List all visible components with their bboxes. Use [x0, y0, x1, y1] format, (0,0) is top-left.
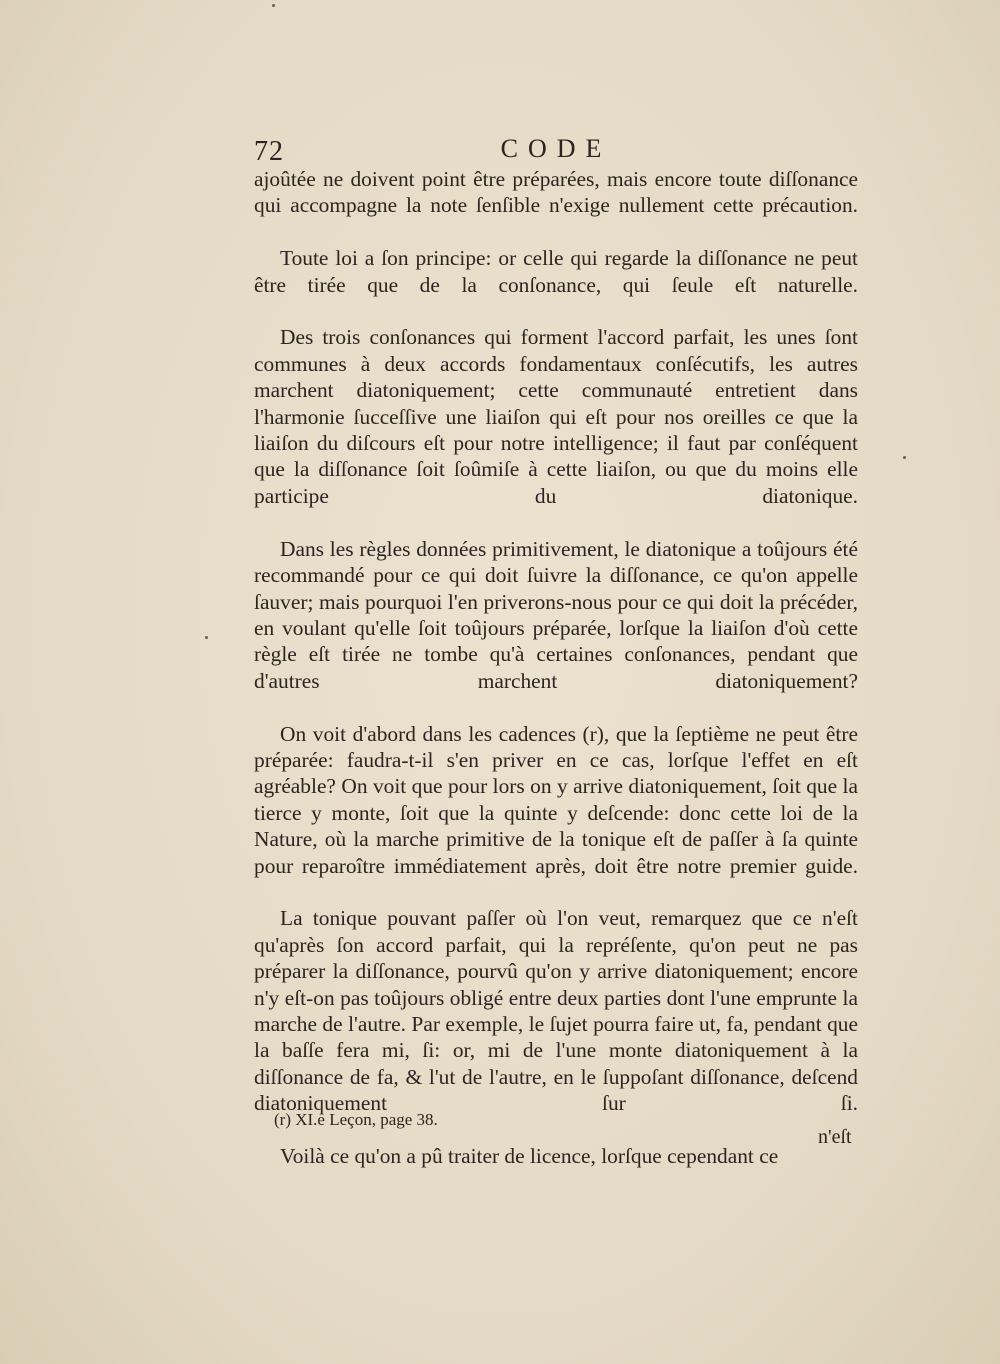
page-header — [254, 134, 858, 168]
catchword: n'eſt — [818, 1126, 852, 1148]
paragraph-3: Des trois conſonances qui forment l'accord parfait, les unes ſont communes à deux accords fondamentaux conſécutifs, les autres marchent diatoniquement; cette communauté entretient dans l'harmonie ſucceſſive une liaiſon qui eſt pour nos oreilles ce que la liaiſon du diſcours eſt pour notre intelligence; il faut par conſéquent que la diſſonance ſoit ſoûmiſe à cette liaiſon, ou que du moins elle participe du diatonique. — [254, 325, 858, 508]
paragraph-2: Toute loi a ſon principe: or celle qui regarde la diſſonance ne peut être tirée que de la conſonance, qui ſeule eſt naturelle. — [254, 246, 858, 297]
body-text — [254, 166, 858, 1169]
paper-speck — [903, 456, 906, 459]
running-head: CODE — [500, 134, 612, 163]
paper-speck — [272, 4, 275, 7]
paper-speck — [205, 636, 208, 639]
paragraph-1: ajoûtée ne doivent point être préparées, mais encore toute diſſonance qui accompagne la note ſenſible n'exige nullement cette précaution. — [254, 167, 858, 218]
paragraph-7: Voilà ce qu'on a pû traiter de licence, lorſque cependant ce — [280, 1144, 779, 1169]
paragraph-6: La tonique pouvant paſſer où l'on veut, remarquez que ce n'eſt qu'après ſon accord parfait, qui la repréſente, qu'on peut ne pas préparer la diſſonance, pourvû qu'on y arrive diatoniquement; encore n'y eſt-on pas toûjours obligé entre deux parties dont l'une emprunte la marche de l'autre. Par exemple, le ſujet pourra faire ut, fa, pendant que la baſſe fera mi, ſi: or, mi de l'une monte diatoniquement à la diſſonance de fa, & l'ut de l'autre, en le ſuppoſant diſſonance, deſcend diatoniquement ſur ſi. — [254, 906, 858, 1116]
paragraph-5: On voit d'abord dans les cadences (r), que la ſeptième ne peut être préparée: faudra-t-il s'en priver en ce cas, lorſque l'effet en eſt agréable? On voit que pour lors on y arrive diatoniquement, ſoit que la tierce y monte, ſoit que la quinte y deſcende: donc cette loi de la Nature, où la marche primitive de la tonique eſt de paſſer à ſa quinte pour reparoître immédiatement après, doit être notre premier guide. — [254, 721, 858, 878]
footnote: (r) XI.e Leçon, page 38. — [274, 1110, 438, 1129]
paragraph-4: Dans les règles données primitivement, le diatonique a toûjours été recommandé pour ce qui doit ſuivre la diſſonance, ce qu'on appelle ſauver; mais pourquoi l'en priverons-nous pour ce qui doit la précéder, en voulant qu'elle ſoit toûjours préparée, lorſque la liaiſon d'où cette règle eſt tirée ne tombe qu'à certaines conſonances, pendant que d'autres marchent diatoniquement? — [254, 536, 858, 693]
page-number: 72 — [254, 136, 284, 167]
